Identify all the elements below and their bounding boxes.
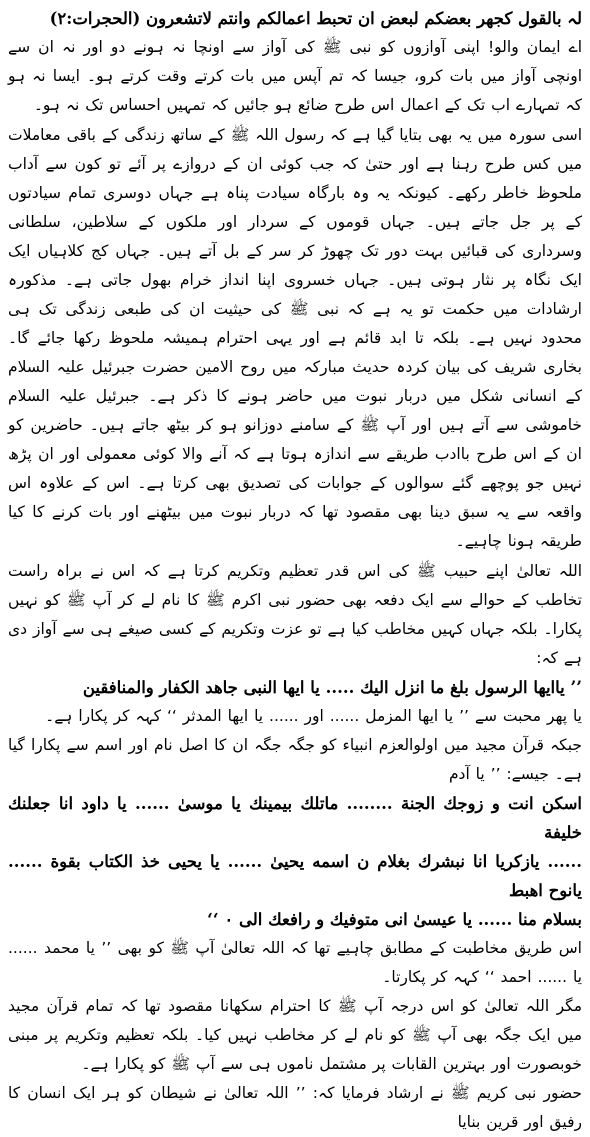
body-line-muzzammil: یا پھر محبت سے ’’ یا ایھا المزمل ...... اور ...... یا ایھا المدثر ‘‘ کہہ کر پکارا ہے۔ [45,707,582,725]
translation-paragraph: اے ایمان والو! اپنی آوازوں کو نبی ﷺ کی آواز سے اونچا نہ ہونے دو اور نہ ان سے اونچی آواز میں بات کرو، جیسا کہ تم آپس میں بات کرتے وقت کرتے ہو۔ ایسا نہ ہو کہ تمہارے اب تک کے اعمال اس طرح ضائع ہو جائیں کہ تمہیں احساس تک نہ ہو۔ [8,38,582,114]
body-line-mode-of-address: اس طریق مخاطبت کے مطابق چاہیے تھا کہ اللہ تعالیٰ آپ ﷺ کو بھی ’’ یا محمد ...... یا ...... احمد ‘‘ کہہ کر پکارتا۔ [8,939,582,986]
quran-quote-adam-musa-dawud: اسکن انت و زوجك الجنة ........ ماتلك بیمینك یا موسیٰ ...... یا داود انا جعلنك خلیفة [8,794,582,842]
body-paragraph-honor: اللہ تعالیٰ اپنے حبیب ﷺ کی اس قدر تعظیم وتکریم کرتا ہے کہ اس نے براہ راست تخاطب کے حوالے سے ایک دفعہ بھی حضور نبی اکرم ﷺ کا نام لے کر آپ ﷺ کو نہیں پکارا۔ بلکہ جہاں کہیں مخاطب کیا ہے تو عزت وتکریم کے کسی صیغے ہی سے آواز دی ہے کہ: [8,562,582,667]
quran-quote-rasul-nabi: ’’ یاایھا الرسول بلغ ما انزل الیك ..... یا ایھا النبی جاھد الکفار والمنافقین [82,678,582,697]
body-line-hadith-intro: حضور نبی کریم ﷺ نے ارشاد فرمایا کہ: ’’ اللہ تعالیٰ نے شیطان کو ہر ایک انسان کا رفیق اور قرین بنایا [8,1084,582,1131]
quran-quote-zakariya-yahya-nuh: ...... یازکریا انا نبشرك بغلام ن اسمه یحییٰ ...... یا یحیی خذ الکتاب بقوة ...... یانوح اھبط [8,852,582,900]
quran-quote-isa: بسلام منا ...... یا عیسیٰ انی متوفیك و رافعك الی ۰ ‘‘ [207,910,582,929]
quran-verse-ending: لہ بالقول کجھر بعضکم لبعض ان تحبط اعمالکم وانتم لاتشعرون (الحجرات:۲) [49,9,582,28]
body-paragraph-titles: مگر اللہ تعالیٰ کو اس درجہ آپ ﷺ کا احترام سکھانا مقصود تھا کہ تمام قرآن مجید میں ایک جگہ بھی آپ ﷺ کو نام لے کر مخاطب نہیں کیا۔ بلکہ تعظیم وتکریم پر مبنی خوبصورت اور بہترین القابات پر مشتمل ناموں ہی سے آپ ﷺ کو پکارا ہے۔ [8,997,582,1073]
body-paragraph-etiquette: اسی سورہ میں یہ بھی بتایا گیا ہے کہ رسول اللہ ﷺ کے ساتھ زندگی کے باقی معاملات میں کس طرح رہنا ہے اور حتیٰ کہ جب کوئی ان کے دروازے پر آئے تو کون سے آداب ملحوظ خاطر رکھے۔ کیونکہ یہ وہ بارگاہ سیادت پناہ ہے جہاں دوسری تمام سیادتوں کے پر جل جاتے ہیں۔ جہاں قوموں کے سردار اور ملکوں کے سلاطین، سلطانی وسرداری کی قبائیں بہت دور تک چھوڑ کر سر کے بل آتے ہیں۔ جہاں کج کلاہیاں ایک ایک نگاہ پر نثار ہوتی ہیں۔ جہاں خسروی اپنا انداز خرام بھول جاتی ہے۔ مذکورہ ارشادات میں حکمت تو یہ ہے کہ نبی ﷺ کی حیثیت ان کی طبعی زندگی تک ہی محدود نہیں ہے۔ بلکہ تا ابد قائم ہے اور یہی احترام ہمیشہ ملحوظ رکھا جائے گا۔ بخاری شریف کی بیان کردہ حدیث مبارکہ میں روح الامین حضرت جبرئیل علیہ السلام کے انسانی شکل میں دربار نبوت میں حاضر ہونے کا ذکر ہے۔ جبرئیل علیہ السلام خاموشی سے آتے ہیں اور آپ ﷺ کے سامنے دوزانو ہو کر بیٹھ جاتے ہیں۔ حاضرین کو ان کے اس طرح باادب طریقے سے اندازہ ہوتا ہے کہ آنے والا کوئی معمولی اور ان پڑھ نہیں جو پوچھے گئے سوالوں کے جوابات کی تصدیق بھی کرتا ہے۔ اس کے علاوہ اس واقعہ سے یہ سبق دینا بھی مقصود تھا کہ دربار نبوت میں بیٹھنے اور بات کرنے کا کیا طریقہ ہونا چاہیے۔ [8,126,582,550]
body-line-prophets-names: جبکہ قرآن مجید میں اولوالعزم انبیاء کو جگہ جگہ ان کا اصل نام اور اسم سے پکارا گیا ہے۔ جیسے: ’’ یا آدم [8,736,582,783]
